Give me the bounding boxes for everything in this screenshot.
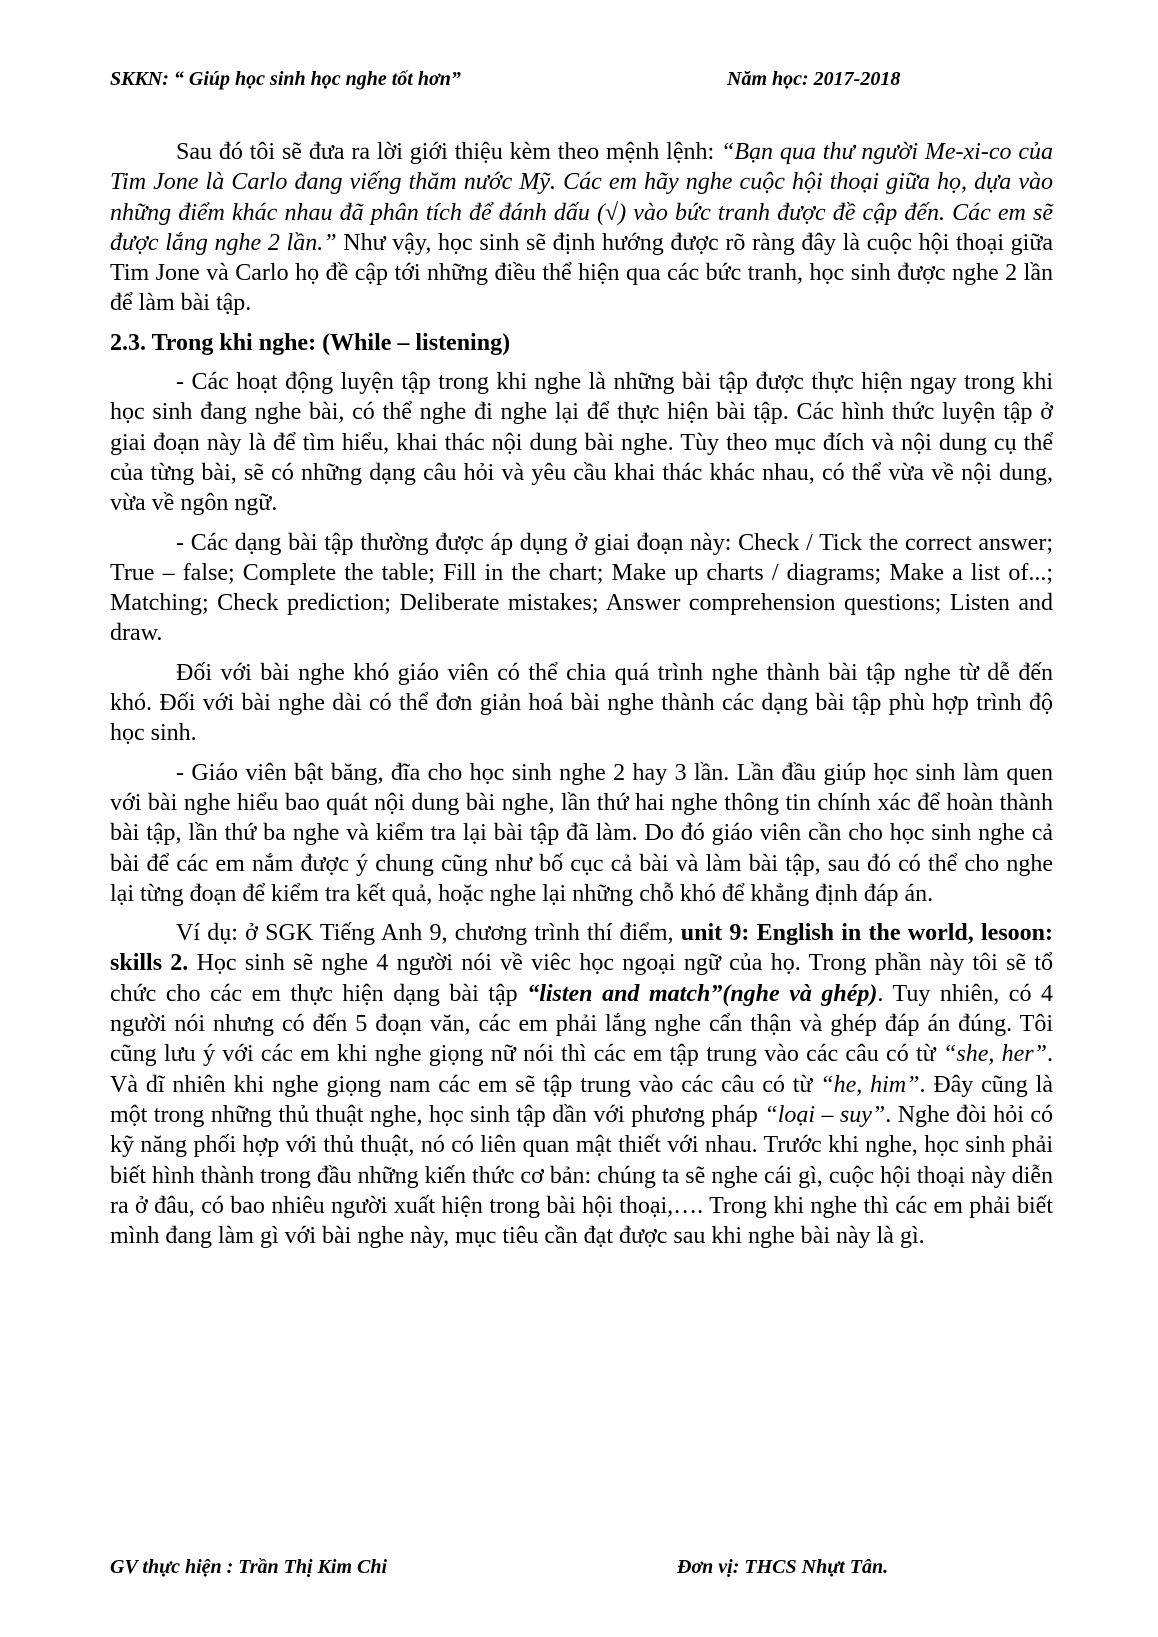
unit-reference: unit 9: English in the world, lesoon: skills 2. [110,920,1054,977]
header-title: SKKN: “ Giúp học sinh học nghe tốt hơn” [110,68,461,90]
paragraph-text: Ví dụ: ở SGK Tiếng Anh 9, chương trình thí điểm, [176,920,681,947]
footer-author: GV thực hiện : Trần Thị Kim Chi [110,1556,388,1578]
paragraph-text: . Và dĩ nhiên khi nghe giọng nam các em sẽ tập trung vào các câu có từ [110,1041,1053,1098]
section-heading: 2.3. Trong khi nghe: (While – listening) [110,329,511,356]
paragraph-text: . Nghe đòi hỏi có kỹ năng phối hợp với thủ thuật, nó có liên quan mật thiết với nhau. Trước khi nghe, học sinh phải biết hình thành trong đầu những kiến thức cơ bản: chúng ta sẽ nghe cái gì, cuộc hội thoại này diễn ra ở đâu, có bao nhiêu người xuất hiện trong bài hội thoại,…. Trong khi nghe thì các em phải biết mình đang làm gì với bài nghe này, mục tiêu cần đạt được sau khi nghe bài này là gì. [110,1101,1053,1250]
paragraph-text: Học sinh sẽ nghe 4 người nói về viêc học ngoại ngữ của họ. Trong phần này tôi sẽ tổ chức cho các em thực hiện dạng bài tập [110,950,1054,1007]
paragraph-text: . Tuy nhiên, có 4 người nói nhưng có đến 5 đoạn văn, các em phải lắng nghe cẩn thận và ghép đáp án đúng. Tôi cũng lưu ý với các em khi nghe giọng nữ nói thì các em tập trung vào các câu có từ [110,980,1053,1068]
method-name: “loại – suy” [764,1101,886,1128]
paragraph-example [110,918,1053,1251]
paragraph-playback: - Giáo viên bật băng, đĩa cho học sinh nghe 2 hay 3 lần. Lần đầu giúp học sinh làm quen với bài nghe hiểu bao quát nội dung bài nghe, lần thứ hai nghe thông tin chính xác để hoàn thành bài tập, lần thứ ba nghe và kiểm tra lại bài tập đã làm. Do đó giáo viên cần cho học sinh nghe cả bài để các em nắm được ý chung cũng như bố cục cả bài và làm bài tập, sau đó có thể cho nghe lại từng đoạn để kiểm tra kết quả, hoặc nghe lại những chỗ khó để khẳng định đáp án. [110,759,1053,907]
paragraph-while-listening-activities: - Các hoạt động luyện tập trong khi nghe là những bài tập được thực hiện ngay trong khi học sinh đang nghe bài, có thể nghe đi nghe lại để thực hiện bài tập. Các hình thức luyện tập ở giai đoạn này là để tìm hiểu, khai thác nội dung bài nghe. Tùy theo mục đích và nội dung cụ thể của từng bài, sẽ có những dạng câu hỏi và yêu cầu khai thác khác nhau, có thể vừa về nội dung, vừa về ngôn ngữ. [110,369,1053,517]
paragraph-exercise-types: - Các dạng bài tập thường được áp dụng ở giai đoạn này: Check / Tick the correct answer; True – false; Complete the table; Fill in the chart; Make up charts / diagrams; Make a list of...; Matching; Check prediction; Deliberate mistakes; Answer comprehension questions; Listen and draw. [110,529,1053,647]
page-body [110,137,1053,1260]
footer-unit: Đơn vị: THCS Nhựt Tân. [677,1556,889,1578]
quoted-instruction: “Bạn qua thư người Me-xi-co của Tim Jone là Carlo đang viếng thăm nước Mỹ. Các em hãy nghe cuộc hội thoại giữa họ, dựa vào những điểm khác nhau đã phân tích để đánh dấu (√) vào bức tranh được đề cập đến. Các em sẽ được lắng nghe 2 lần.” [110,139,1054,256]
paragraph-difficult-listening: Đối với bài nghe khó giáo viên có thể chia quá trình nghe thành bài tập nghe từ dễ đến khó. Đối với bài nghe dài có thể đơn giản hoá bài nghe thành các dạng bài tập phù hợp trình độ học sinh. [110,659,1053,747]
header-school-year: Năm học: 2017-2018 [727,68,901,90]
keyword-male: “he, him” [820,1071,920,1098]
keyword-female: “she, her” [943,1041,1047,1068]
page-header [110,68,1060,98]
paragraph-introduction [110,137,1053,319]
page-footer [110,1556,1060,1586]
paragraph-text: . Đây cũng là một trong những thủ thuật nghe, học sinh tập dần với phương pháp [110,1071,1053,1128]
paragraph-text: Như vậy, học sinh sẽ định hướng được rõ ràng đây là cuộc hội thoại giữa Tim Jone và Carlo họ đề cập tới những điều thể hiện qua các bức tranh, học sinh được nghe 2 lần để làm bài tập. [110,229,1054,317]
paragraph-text: Sau đó tôi sẽ đưa ra lời giới thiệu kèm theo mệnh lệnh: [176,139,722,165]
exercise-name: “listen and match”(nghe và ghép) [527,980,878,1007]
